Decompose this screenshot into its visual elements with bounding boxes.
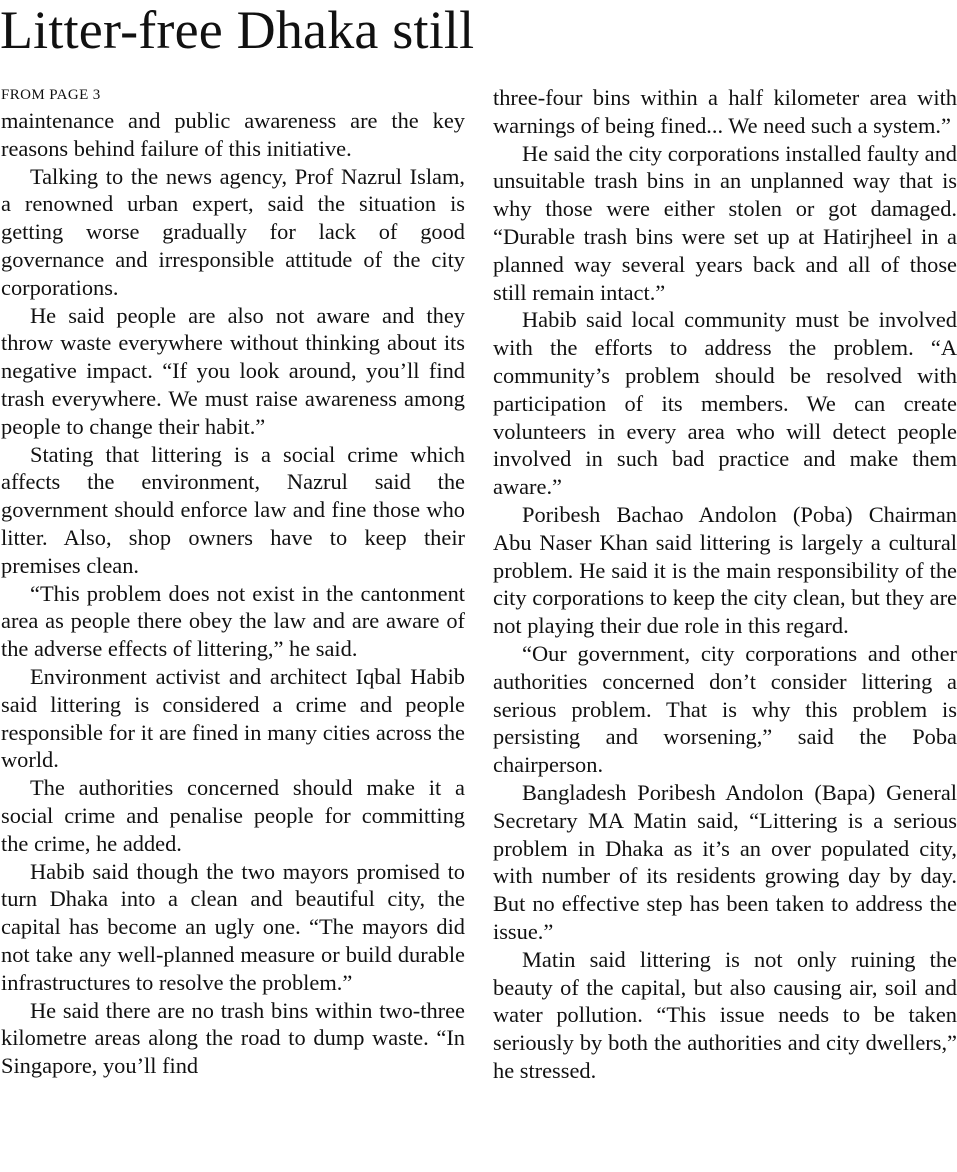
paragraph: “This problem does not exist in the cantonment area as people there obey the law and are aware of the adverse effects of littering,” he said. [1,580,465,662]
paragraph: three-four bins within a half kilometer area with warnings of being fined... We need such a system.” [493,85,957,138]
paragraph: He said people are also not aware and they throw waste everywhere without thinking about its negative impact. “If you look around, you’ll find trash everywhere. We must raise awareness among people to change their habit.” [1,302,465,439]
paragraph: maintenance and public awareness are the key reasons behind failure of this initiative. [1,108,465,161]
article-column-left [1,84,465,1080]
paragraph: Poribesh Bachao Andolon (Poba) Chairman Abu Naser Khan said littering is largely a cultural problem. He said it is the main responsibility of the city corporations to keep the city clean, but they are not playing their due role in this regard. [493,501,957,639]
paragraph: Environment activist and architect Iqbal Habib said littering is considered a crime and people responsible for it are fined in many cities across the world. [1,663,465,773]
paragraph: Talking to the news agency, Prof Nazrul Islam, a renowned urban expert, said the situation is getting worse gradually for lack of good governance and irresponsible attitude of the city corporations. [1,163,465,300]
paragraph: Matin said littering is not only ruining the beauty of the capital, but also causing air, soil and water pollution. “This issue needs to be taken seriously by both the authorities and city dwellers,” he stressed. [493,946,957,1083]
paragraph: The authorities concerned should make it a social crime and penalise people for committing the crime, he added. [1,775,465,856]
paragraph: “Our government, city corporations and other authorities concerned don’t consider littering a serious problem. That is why this problem is persisting and worsening,” said the Poba chairperson. [493,640,957,778]
paragraph: He said there are no trash bins within two-three kilometre areas along the road to dump waste. “In Singapore, you’ll find [1,997,465,1079]
paragraph: Habib said though the two mayors promised to turn Dhaka into a clean and beautiful city, the capital has become an ugly one. “The mayors did not take any well-planned measure or build durable infrastructures to resolve the problem.” [1,858,465,995]
paragraph: Bangladesh Poribesh Andolon (Bapa) General Secretary MA Matin said, “Littering is a serious problem in Dhaka as it’s an over populated city, with number of its residents growing day by day. But no effective step has been taken to address the issue.” [493,779,957,944]
paragraph: He said the city corporations installed faulty and unsuitable trash bins in an unplanned way that is why those were either stolen or got damaged. “Durable trash bins were set up at Hatirjheel in a planned way several years back and all of those still remain intact.” [493,140,957,305]
continuation-kicker: FROM PAGE 3 [1,87,101,103]
paragraph: Stating that littering is a social crime which affects the environment, Nazrul said the government should enforce law and fine those who litter. Also, shop owners have to keep their premises clean. [1,441,465,578]
article-column-right [493,84,957,1085]
paragraph: Habib said local community must be involved with the efforts to address the problem. “A community’s problem should be resolved with participation of its members. We can create volunteers in every area who will detect people involved in such bad practice and make them aware.” [493,307,957,500]
article-headline: Litter-free Dhaka still [0,0,475,60]
